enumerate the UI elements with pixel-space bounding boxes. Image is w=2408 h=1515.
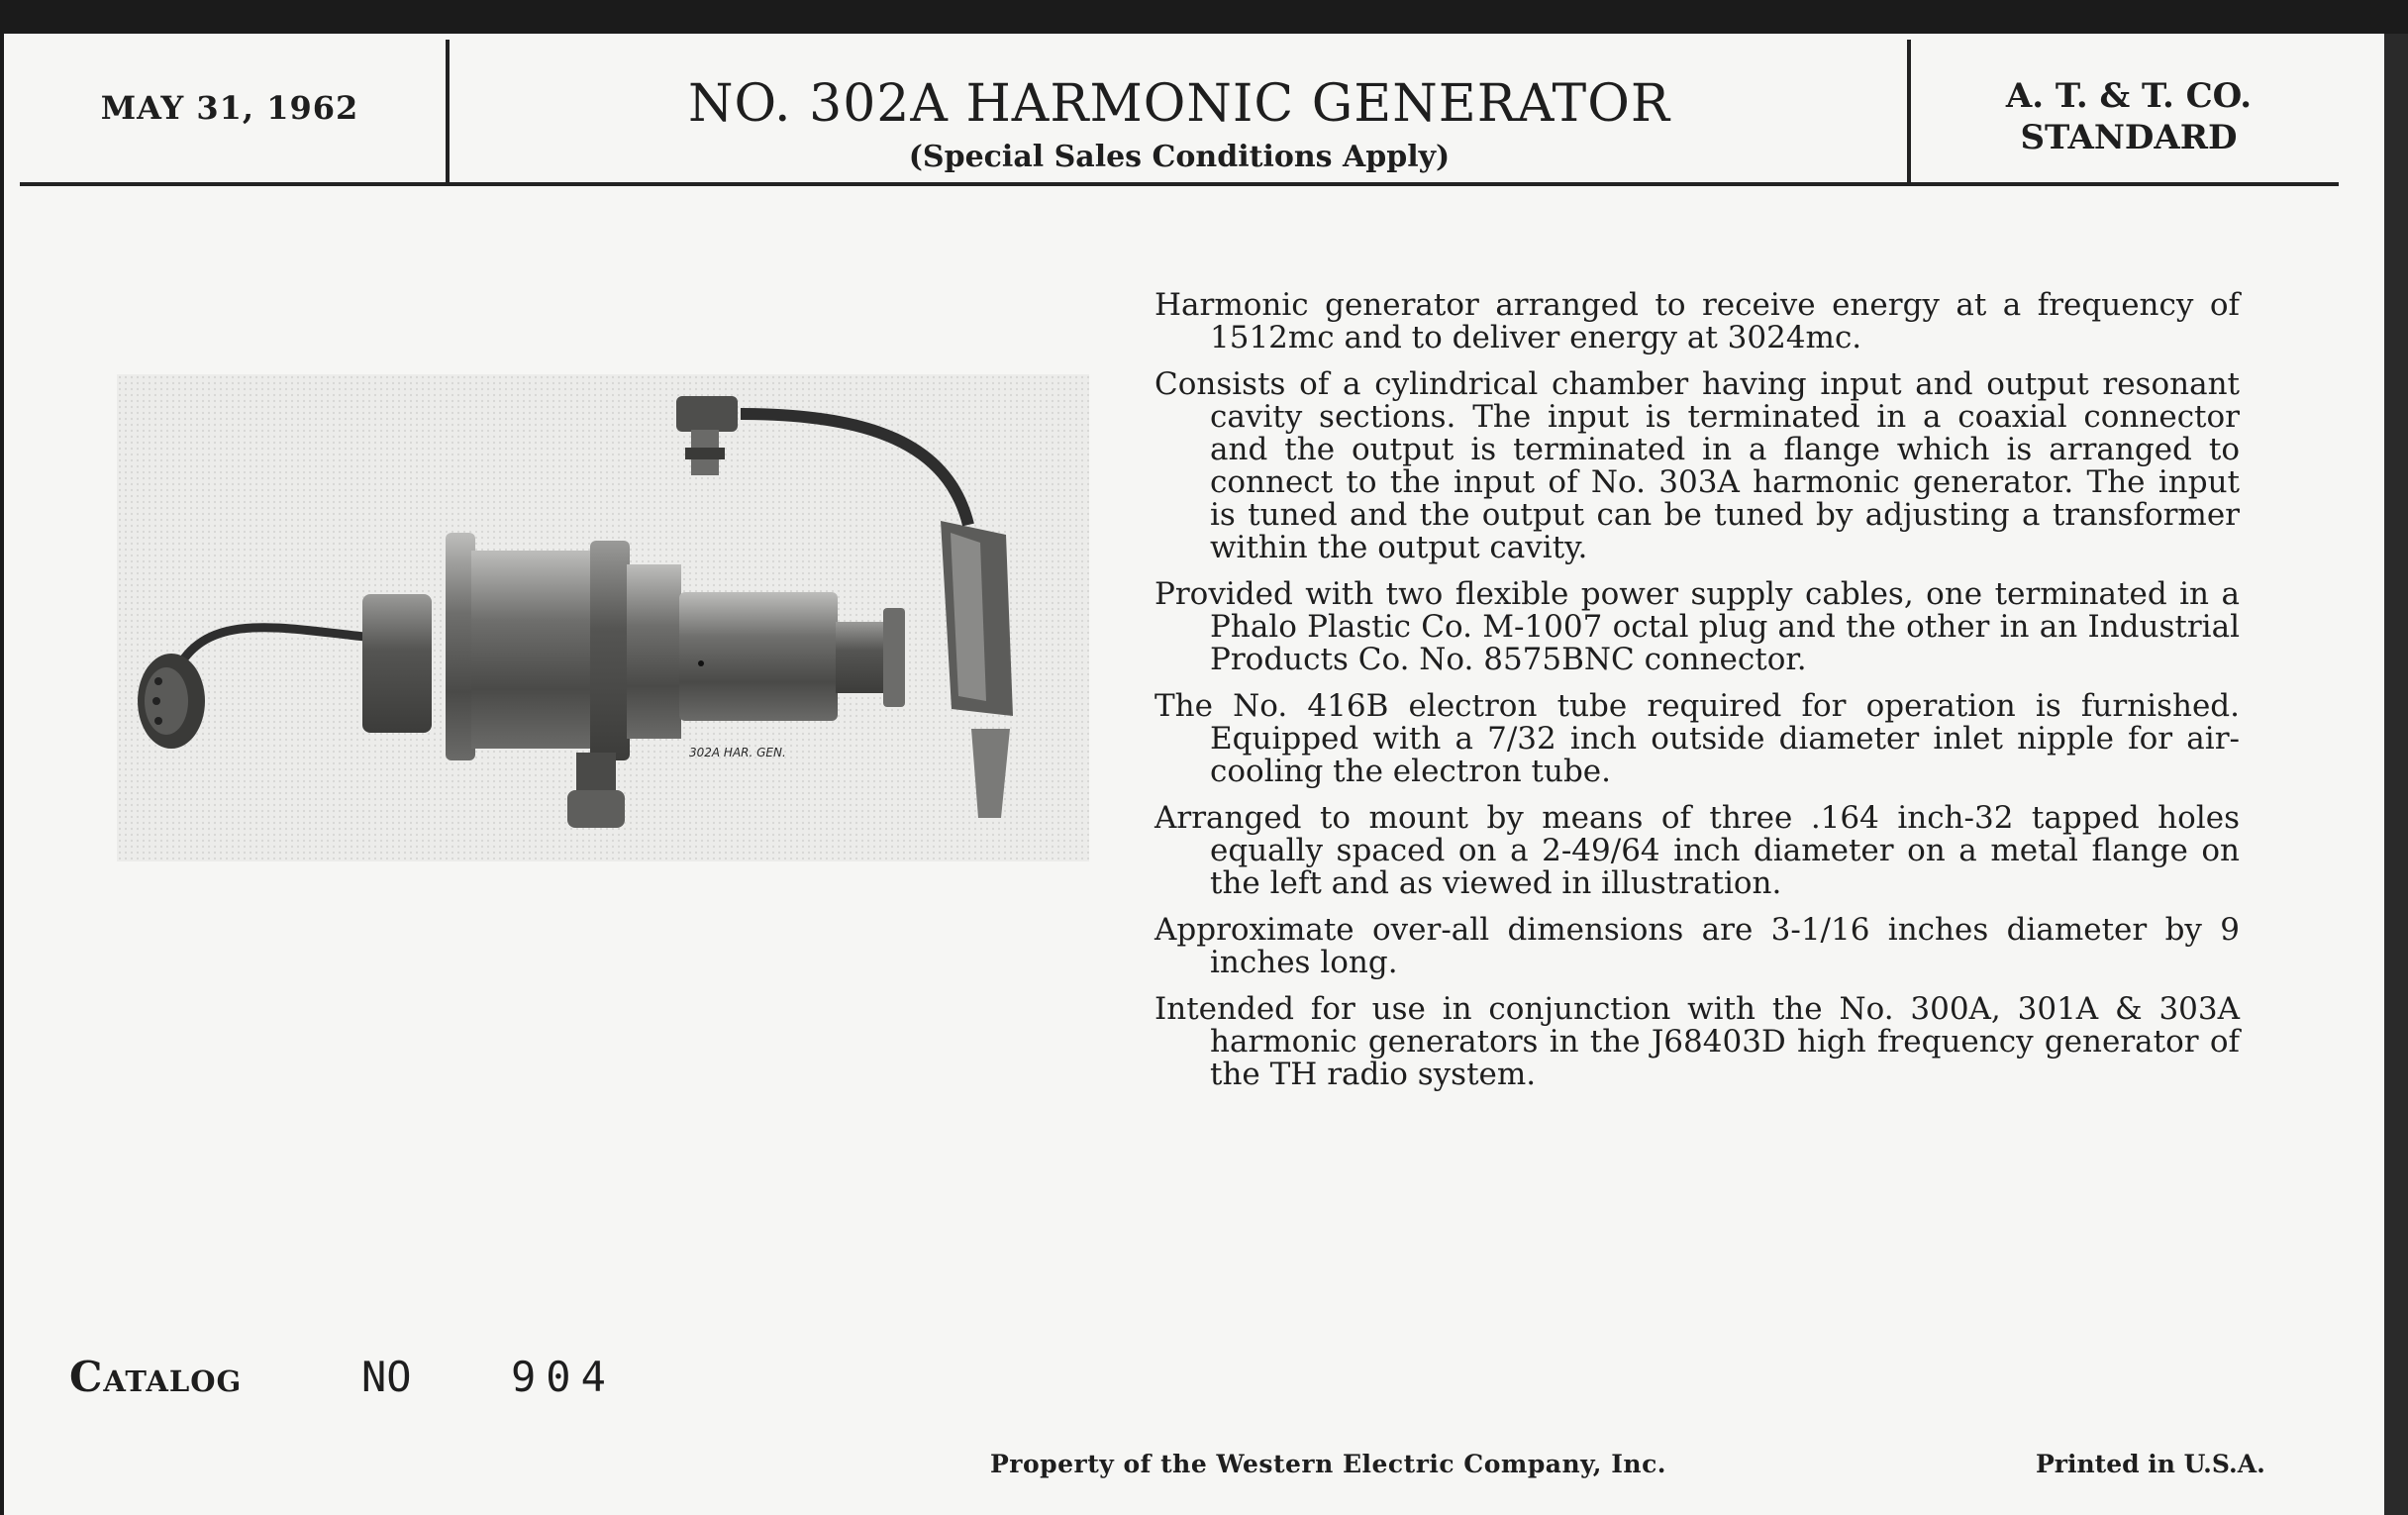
scan-edge	[2384, 34, 2408, 1515]
description-paragraph: Consists of a cylindrical chamber having input and output resonant cavity sections. The input is terminated in a coaxial connector and the output is terminated in a flange which is arranged to connect to the input of No. 303A harmonic generator. The input is tuned and the output can be tuned by adjusting a transformer within the output cavity.	[1154, 366, 2240, 565]
catalog-number-label: NO	[361, 1353, 412, 1401]
standard-line-2: STANDARD	[2020, 118, 2238, 157]
description	[1154, 289, 2240, 1105]
header-divider-left	[446, 40, 450, 184]
description-paragraph: Approximate over-all dimensions are 3-1/16 inches diameter by 9 inches long.	[1154, 912, 2240, 980]
page-title: NO. 302A HARMONIC GENERATOR	[687, 74, 1671, 134]
catalog-label: Catalog	[69, 1353, 243, 1401]
printed-notice: Printed in U.S.A.	[2036, 1450, 2265, 1478]
issue-date: MAY 31, 1962	[100, 89, 359, 127]
property-notice: Property of the Western Electric Company, Inc.	[990, 1450, 1667, 1478]
description-paragraph: Arranged to mount by means of three .164 inch-32 tapped holes equally spaced on a 2-49/64 inch diameter on a metal flange on the left and as viewed in illustration.	[1154, 800, 2240, 901]
standard-line-1: A. T. & T. CO.	[2005, 76, 2253, 116]
octal-plug	[138, 654, 205, 749]
header-rule	[20, 182, 2339, 186]
description-paragraph: Provided with two flexible power supply cables, one terminated in a Phalo Plastic Co. M-1007 octal plug and the other in an Industrial Products Co. No. 8575BNC connector.	[1154, 576, 2240, 677]
product-photo	[117, 374, 1089, 861]
catalog-number: 904	[511, 1353, 616, 1401]
page-subtitle: (Special Sales Conditions Apply)	[908, 140, 1451, 174]
photo-label: 302A HAR. GEN.	[689, 746, 786, 759]
description-paragraph: Harmonic generator arranged to receive energy at a frequency of 1512mc and to deliver energy at 3024mc.	[1154, 287, 2240, 355]
standard-badge	[1911, 75, 2347, 158]
description-paragraph: Intended for use in conjunction with the No. 300A, 301A & 303A harmonic generators in the J68403D high frequency generator of the TH radio system.	[1154, 991, 2240, 1092]
description-paragraph: The No. 416B electron tube required for operation is furnished. Equipped with a 7/32 inch outside diameter inlet nipple for air-cooling the electron tube.	[1154, 688, 2240, 789]
